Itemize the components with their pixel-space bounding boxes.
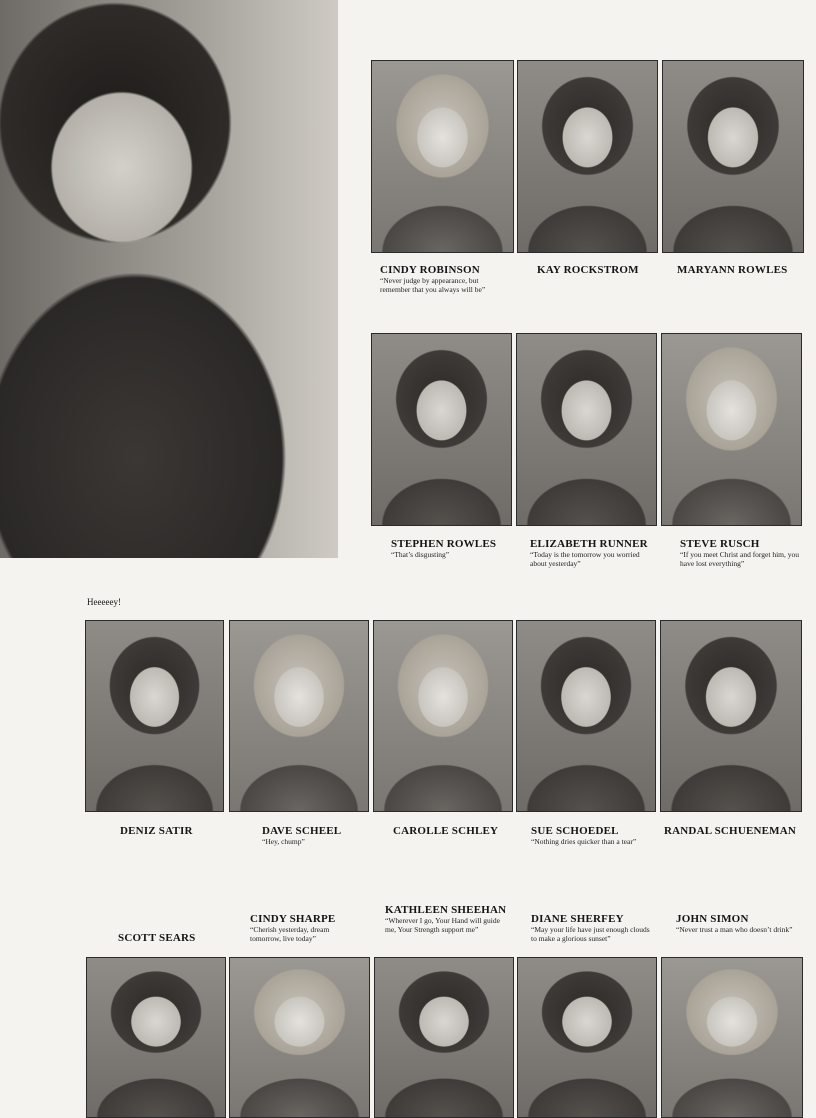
portrait-dave-scheel — [229, 620, 369, 812]
student-quote: “Cherish yesterday, dream tomorrow, live today” — [250, 925, 330, 943]
portrait-scott-sears — [86, 957, 226, 1118]
portrait-elizabeth-runner — [516, 333, 657, 526]
portrait-diane-sherfey — [517, 957, 657, 1118]
portrait-sue-schoedel — [516, 620, 656, 812]
portrait-carolle-schley — [373, 620, 513, 812]
student-name: STEPHEN ROWLES — [391, 538, 497, 550]
student-name: DIANE SHERFEY — [531, 913, 624, 925]
portrait-cindy-robinson — [371, 60, 514, 253]
student-name: JOHN SIMON — [676, 913, 749, 925]
portrait-kay-rockstrom — [517, 60, 658, 253]
student-quote: “Never judge by appearance, but remember that you always will be” — [380, 276, 486, 294]
candid-photo — [0, 0, 338, 558]
student-quote: “Never trust a man who doesn’t drink” — [676, 925, 793, 934]
student-name: STEVE RUSCH — [680, 538, 760, 550]
student-name: CINDY ROBINSON — [380, 264, 480, 276]
portrait-randal-schueneman — [660, 620, 802, 812]
student-quote: “Nothing dries quicker than a tear” — [531, 837, 637, 846]
student-quote: “Hey, chump” — [262, 837, 305, 846]
student-name: DENIZ SATIR — [120, 825, 193, 837]
portrait-stephen-rowles — [371, 333, 512, 526]
student-name: CAROLLE SCHLEY — [393, 825, 499, 837]
student-name: DAVE SCHEEL — [262, 825, 342, 837]
portrait-kathleen-sheehan — [374, 957, 514, 1118]
student-name: ELIZABETH RUNNER — [530, 538, 648, 550]
student-name: MARYANN ROWLES — [677, 264, 788, 276]
student-name: CINDY SHARPE — [250, 913, 336, 925]
student-quote: “May your life have just enough clouds to make a glorious sunset” — [531, 925, 650, 943]
student-name: SUE SCHOEDEL — [531, 825, 619, 837]
student-name: KAY ROCKSTROM — [537, 264, 639, 276]
portrait-maryann-rowles — [662, 60, 804, 253]
student-name: RANDAL SCHUENEMAN — [664, 825, 797, 837]
student-quote: “That’s disgusting” — [391, 550, 450, 559]
student-quote: “If you meet Christ and forget him, you have lost everything” — [680, 550, 800, 568]
photo-caption: Heeeeey! — [87, 597, 121, 607]
student-name: KATHLEEN SHEEHAN — [385, 904, 507, 916]
student-quote: “Wherever I go, Your Hand will guide me, Your Strength support me” — [385, 916, 500, 934]
portrait-cindy-sharpe — [229, 957, 370, 1118]
portrait-john-simon — [661, 957, 803, 1118]
student-quote: “Today is the tomorrow you worried about yesterday” — [530, 550, 640, 568]
portrait-deniz-satir — [85, 620, 224, 812]
student-name: SCOTT SEARS — [118, 932, 196, 944]
portrait-steve-rusch — [661, 333, 802, 526]
